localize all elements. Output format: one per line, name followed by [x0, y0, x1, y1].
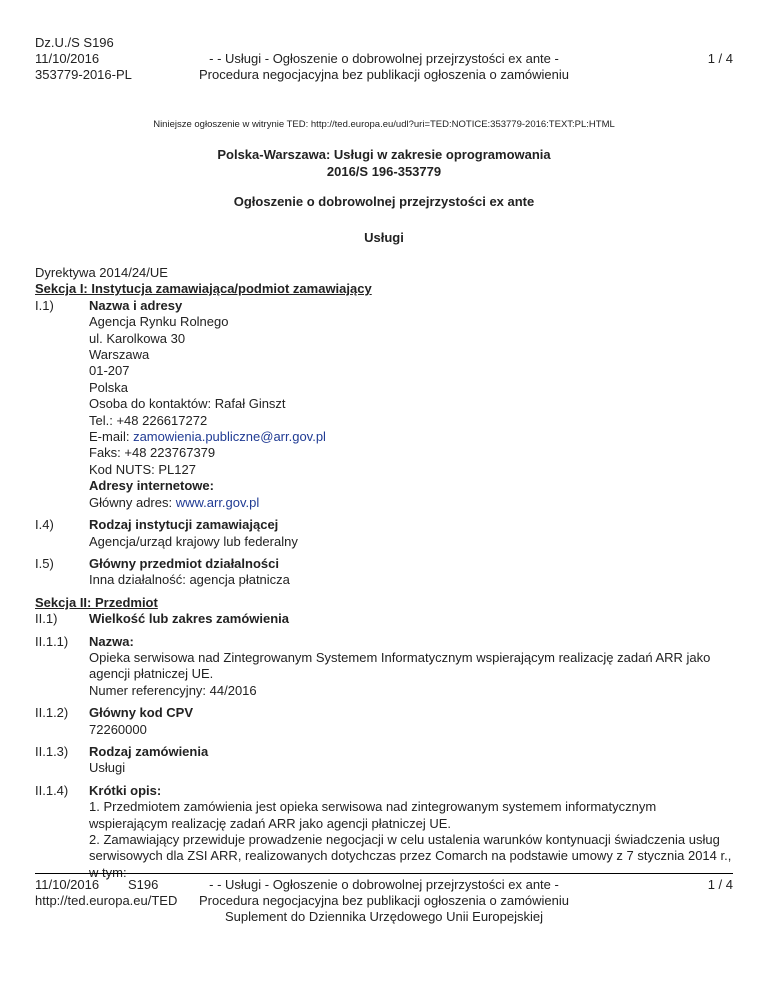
footer-center: [35, 877, 733, 925]
section-value: Inna działalność: agencja płatnicza: [89, 572, 290, 588]
description-line: 2. Zamawiający przewiduje prowadzenie negocjacji w celu ustalenia warunków kontynuacji świadczenia usług: [89, 832, 720, 847]
section-ii114: [35, 783, 733, 881]
section-label: Krótki opis:: [89, 782, 162, 798]
section-ii1: [35, 611, 733, 627]
notice-type: Usługi: [364, 230, 404, 245]
section-i14: [35, 517, 733, 550]
directive: Dyrektywa 2014/24/UE: [35, 265, 168, 280]
notice-ref: 353779-2016-PL: [35, 67, 132, 82]
org-street: ul. Karolkowa 30: [89, 330, 186, 346]
contact-person: Osoba do kontaktów: Rafał Ginszt: [89, 396, 286, 412]
title-text-line1: Opieka serwisowa nad Zintegrowanym Systemem Informatycznym wspierającym realizację zadań ARR jako: [89, 649, 711, 665]
section-i15: [35, 556, 733, 589]
section-label: Główny kod CPV: [89, 705, 194, 721]
section-number: II.1.1): [35, 633, 69, 649]
main-address-row: [89, 495, 733, 511]
header-page-number: 1 / 4: [707, 51, 733, 66]
footer-center-line3: Suplement do Dziennika Urzędowego Unii Europejskiej: [225, 909, 543, 924]
ted-notice-link[interactable]: Niniejsze ogłoszenie w witrynie TED: http://ted.europa.eu/udl?uri=TED:NOTICE:353779-2016:TEXT:PL:HTML: [153, 119, 615, 130]
title-text-line2: agencji płatniczej UE.: [89, 666, 214, 682]
nuts-code: Kod NUTS: PL127: [89, 461, 196, 477]
footer-center-line1: - - Usługi - Ogłoszenie o dobrowolnej przejrzystości ex ante -: [209, 877, 559, 892]
contract-type: Usługi: [89, 760, 126, 776]
section-number: I.5): [35, 555, 54, 571]
contact-fax: Faks: +48 223767379: [89, 445, 216, 461]
footer-date-issue: 11/10/2016 S196: [35, 877, 159, 892]
section1-heading: Sekcja I: Instytucja zamawiająca/podmiot zamawiający: [35, 281, 372, 297]
section-value: Agencja/urząd krajowy lub federalny: [89, 533, 298, 549]
email-link[interactable]: zamowienia.publiczne@arr.gov.pl: [133, 429, 326, 445]
footer-page-number: 1 / 4: [707, 877, 733, 892]
journal-ref: Dz.U./S S196: [35, 35, 114, 50]
title-line2: 2016/S 196-353779: [326, 164, 442, 179]
org-country: Polska: [89, 379, 129, 395]
notice-title: [0, 146, 768, 180]
section-i11: [35, 298, 733, 511]
section-number: II.1.2): [35, 705, 69, 721]
org-name: Agencja Rynku Rolnego: [89, 314, 229, 330]
footer-divider: [35, 873, 733, 874]
section-label: Rodzaj zamówienia: [89, 743, 209, 759]
section-label: Wielkość lub zakres zamówienia: [89, 611, 290, 627]
title-line1: Polska-Warszawa: Usługi w zakresie oprogramowania: [217, 147, 551, 162]
section-label: Nazwa:: [89, 633, 134, 649]
section2-heading: Sekcja II: Przedmiot: [35, 594, 158, 610]
section-number: II.1): [35, 611, 58, 627]
description-line: wspierającym realizację zadań ARR jako agencji płatniczej UE.: [89, 815, 452, 831]
header-center-line1: - - Usługi - Ogłoszenie o dobrowolnej przejrzystości ex ante -: [209, 51, 559, 66]
section-label: Główny przedmiot działalności: [89, 555, 279, 571]
section-number: I.4): [35, 517, 54, 533]
notice-content: [35, 265, 733, 881]
page-footer: [35, 877, 733, 937]
description-line: 1. Przedmiotem zamówienia jest opieka serwisowa nad zintegrowanym systemem informatycznym: [89, 799, 657, 815]
section-number: I.1): [35, 297, 54, 313]
internet-label: Adresy internetowe:: [89, 478, 214, 494]
header-center-line2: Procedura negocjacyjna bez publikacji ogłoszenia o zamówieniu: [199, 67, 569, 82]
contact-email-row: [89, 429, 733, 445]
description-line: serwisowych dla ZSI ARR, realizowanych dotychczas przez Comarch na podstawie umowy z 7 stycznia 2014 r.,: [89, 848, 732, 864]
section-ii113: [35, 744, 733, 777]
section-label: Nazwa i adresy: [89, 297, 183, 313]
section-ii112: [35, 705, 733, 738]
org-postcode: 01-207: [89, 363, 130, 379]
email-label: E-mail:: [89, 429, 134, 445]
section-number: II.1.4): [35, 782, 69, 798]
reference-number: Numer referencyjny: 44/2016: [89, 682, 257, 698]
notice-subtitle: Ogłoszenie o dobrowolnej przejrzystości ex ante: [233, 194, 535, 209]
description-line: w tym:: [89, 864, 127, 880]
header-date: 11/10/2016: [35, 51, 100, 66]
footer-url[interactable]: http://ted.europa.eu/TED: [35, 893, 178, 908]
section-number: II.1.3): [35, 743, 69, 759]
section-label: Rodzaj instytucji zamawiającej: [89, 517, 279, 533]
main-address-label: Główny adres:: [89, 494, 176, 510]
section-ii111: [35, 634, 733, 700]
cpv-code: 72260000: [89, 721, 147, 737]
footer-center-line2: Procedura negocjacyjna bez publikacji ogłoszenia o zamówieniu: [199, 893, 569, 908]
org-city: Warszawa: [89, 347, 150, 363]
contact-tel: Tel.: +48 226617272: [89, 412, 208, 428]
page-header: [35, 35, 733, 87]
main-address-link[interactable]: www.arr.gov.pl: [175, 494, 260, 510]
header-center: [35, 51, 733, 83]
